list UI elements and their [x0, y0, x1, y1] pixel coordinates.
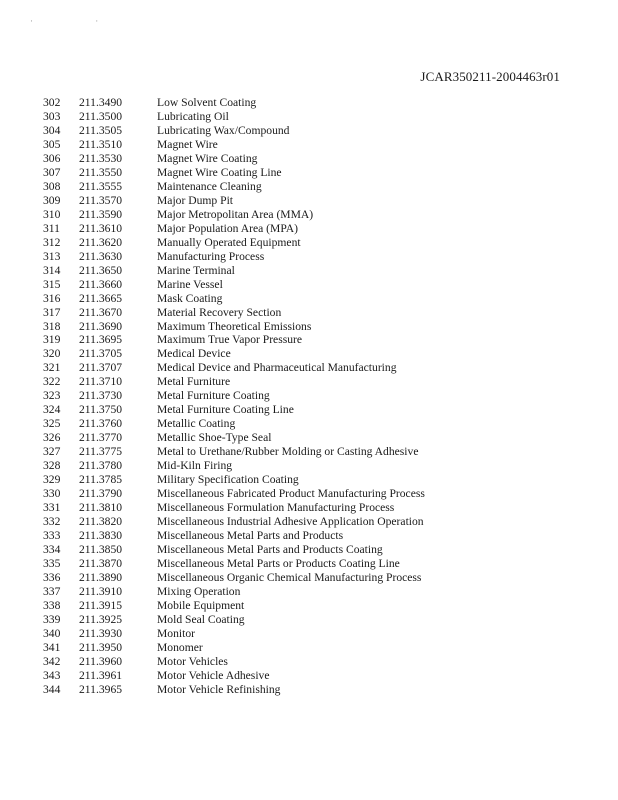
term-text: Motor Vehicles: [157, 654, 228, 668]
entry-number: 343: [43, 668, 61, 682]
list-item: [40, 306, 600, 320]
term-text: Metal to Urethane/Rubber Molding or Casting Adhesive: [157, 445, 419, 459]
section-number: 211.3620: [79, 235, 123, 249]
list-item: [40, 264, 600, 278]
list-item: [40, 96, 600, 110]
section-number: 211.3550: [79, 165, 123, 179]
section-number: 211.3510: [79, 137, 123, 151]
section-number: 211.3870: [79, 556, 123, 570]
section-number: 211.3910: [79, 584, 123, 598]
term-text: Miscellaneous Industrial Adhesive Application Operation: [157, 515, 424, 529]
term-text: Miscellaneous Formulation Manufacturing Process: [157, 501, 395, 515]
entry-number: 341: [43, 640, 61, 654]
section-number: 211.3960: [79, 654, 123, 668]
section-number: 211.3555: [79, 179, 123, 193]
entry-number: 335: [43, 556, 61, 570]
entry-number: 318: [43, 319, 61, 333]
term-text: Mask Coating: [157, 291, 223, 305]
list-item: [40, 347, 600, 361]
entry-number: 311: [43, 221, 60, 235]
entry-number: 339: [43, 612, 61, 626]
list-item: [40, 278, 600, 292]
term-text: Manufacturing Process: [157, 249, 265, 263]
entry-number: 344: [43, 682, 61, 696]
list-item: [40, 110, 600, 124]
term-text: Major Metropolitan Area (MMA): [157, 207, 314, 221]
entry-number: 331: [43, 501, 61, 515]
entry-number: 324: [43, 403, 61, 417]
section-number: 211.3890: [79, 570, 123, 584]
term-text: Metallic Shoe-Type Seal: [157, 431, 272, 445]
term-text: Maximum Theoretical Emissions: [157, 319, 312, 333]
section-number: 211.3505: [79, 123, 123, 137]
entry-number: 319: [43, 333, 61, 347]
section-number: 211.3830: [79, 529, 123, 543]
term-text: Low Solvent Coating: [157, 96, 257, 109]
list-item: [40, 515, 600, 529]
list-item: [40, 180, 600, 194]
entry-number: 317: [43, 305, 61, 319]
list-item: [40, 417, 600, 431]
term-text: Magnet Wire Coating: [157, 151, 258, 165]
section-number: 211.3665: [79, 291, 123, 305]
section-number: 211.3785: [79, 473, 123, 487]
section-number: 211.3630: [79, 249, 123, 263]
list-item: [40, 431, 600, 445]
list-item: [40, 292, 600, 306]
entry-number: 326: [43, 431, 61, 445]
list-item: [40, 236, 600, 250]
list-item: [40, 613, 600, 627]
list-item: [40, 557, 600, 571]
term-text: Manually Operated Equipment: [157, 235, 301, 249]
term-text: Miscellaneous Metal Parts and Products Coating: [157, 543, 383, 556]
section-number: 211.3710: [79, 375, 123, 389]
list-item: [40, 473, 600, 487]
section-number: 211.3850: [79, 543, 123, 556]
entry-number: 337: [43, 584, 61, 598]
entry-number: 312: [43, 235, 61, 249]
section-number: 211.3965: [79, 682, 123, 696]
entry-number: 308: [43, 179, 61, 193]
section-number: 211.3961: [79, 668, 123, 682]
entry-number: 333: [43, 529, 61, 543]
section-number: 211.3915: [79, 598, 123, 612]
section-number: 211.3925: [79, 612, 123, 626]
section-number: 211.3500: [79, 109, 123, 123]
entry-number: 330: [43, 487, 61, 501]
entry-number: 328: [43, 459, 61, 473]
term-text: Monomer: [157, 640, 203, 654]
entry-number: 336: [43, 570, 61, 584]
term-text: Maximum True Vapor Pressure: [157, 333, 303, 347]
list-item: [40, 655, 600, 669]
list-item: [40, 529, 600, 543]
entry-number: 334: [43, 543, 61, 556]
term-text: Marine Vessel: [157, 277, 223, 291]
term-text: Lubricating Wax/Compound: [157, 123, 290, 137]
list-item: [40, 403, 600, 417]
section-number: 211.3750: [79, 403, 123, 417]
term-text: Medical Device and Pharmaceutical Manufacturing: [157, 361, 397, 375]
list-item: [40, 250, 600, 264]
entry-number: 315: [43, 277, 61, 291]
section-number: 211.3810: [79, 501, 123, 515]
entry-number: 313: [43, 249, 61, 263]
section-number: 211.3730: [79, 389, 123, 403]
document-id: JCAR350211-2004463r01: [420, 69, 560, 84]
entry-number: 327: [43, 445, 61, 459]
term-text: Medical Device: [157, 347, 231, 361]
section-number: 211.3950: [79, 640, 123, 654]
list-item: [40, 361, 600, 375]
entry-number: 302: [43, 96, 61, 109]
list-item: [40, 389, 600, 403]
entry-number: 332: [43, 515, 61, 529]
term-text: Magnet Wire: [157, 137, 218, 151]
list-item: [40, 320, 600, 334]
term-text: Metal Furniture: [157, 375, 231, 389]
list-item: [40, 375, 600, 389]
section-number: 211.3790: [79, 487, 123, 501]
entry-number: 304: [43, 123, 61, 137]
list-item: [40, 501, 600, 515]
list-item: [40, 333, 600, 347]
list-item: [40, 222, 600, 236]
entry-number: 323: [43, 389, 61, 403]
term-text: Magnet Wire Coating Line: [157, 165, 282, 179]
entry-number: 307: [43, 165, 61, 179]
term-text: Mixing Operation: [157, 584, 241, 598]
section-number: 211.3760: [79, 417, 123, 431]
list-item: [40, 669, 600, 683]
term-text: Metal Furniture Coating Line: [157, 403, 294, 417]
list-item: [40, 208, 600, 222]
entry-number: 321: [43, 361, 61, 375]
entry-number: 305: [43, 137, 61, 151]
term-text: Mid-Kiln Firing: [157, 459, 233, 473]
scan-specks: · ·: [30, 16, 129, 26]
list-item: [40, 166, 600, 180]
list-item: [40, 683, 600, 697]
list-item: [40, 641, 600, 655]
section-number: 211.3930: [79, 626, 123, 640]
term-text: Military Specification Coating: [157, 473, 299, 487]
list-item: [40, 487, 600, 501]
entry-number: 314: [43, 263, 61, 277]
term-text: Miscellaneous Organic Chemical Manufacturing Process: [157, 570, 422, 584]
section-number: 211.3530: [79, 151, 123, 165]
section-number: 211.3775: [79, 445, 123, 459]
section-number: 211.3780: [79, 459, 123, 473]
section-number: 211.3660: [79, 277, 123, 291]
section-number: 211.3820: [79, 515, 123, 529]
term-text: Miscellaneous Fabricated Product Manufacturing Process: [157, 487, 425, 501]
term-text: Marine Terminal: [157, 263, 235, 277]
section-number: 211.3770: [79, 431, 123, 445]
list-item: [40, 627, 600, 641]
term-text: Metal Furniture Coating: [157, 389, 270, 403]
list-item: [40, 138, 600, 152]
list-item: [40, 543, 600, 557]
list-item: [40, 152, 600, 166]
list-item: [40, 194, 600, 208]
entry-number: 316: [43, 291, 61, 305]
list-item: [40, 124, 600, 138]
term-text: Maintenance Cleaning: [157, 179, 262, 193]
entry-number: 322: [43, 375, 61, 389]
section-number: 211.3570: [79, 193, 123, 207]
term-text: Lubricating Oil: [157, 109, 229, 123]
section-number: 211.3670: [79, 305, 123, 319]
entry-number: 338: [43, 598, 61, 612]
term-text: Motor Vehicle Adhesive: [157, 668, 270, 682]
entry-number: 320: [43, 347, 61, 361]
list-item: [40, 571, 600, 585]
term-text: Miscellaneous Metal Parts and Products: [157, 529, 344, 543]
definitions-list: [40, 96, 600, 697]
entry-number: 306: [43, 151, 61, 165]
term-text: Material Recovery Section: [157, 305, 282, 319]
section-number: 211.3705: [79, 347, 123, 361]
section-number: 211.3650: [79, 263, 123, 277]
term-text: Monitor: [157, 626, 196, 640]
section-number: 211.3590: [79, 207, 123, 221]
section-number: 211.3695: [79, 333, 123, 347]
list-item: [40, 599, 600, 613]
list-item: [40, 585, 600, 599]
section-number: 211.3690: [79, 319, 123, 333]
term-text: Major Population Area (MPA): [157, 221, 298, 235]
term-text: Major Dump Pit: [157, 193, 234, 207]
term-text: Mobile Equipment: [157, 598, 245, 612]
list-item: [40, 459, 600, 473]
entry-number: 303: [43, 109, 61, 123]
entry-number: 329: [43, 473, 61, 487]
entry-number: 342: [43, 654, 61, 668]
term-text: Miscellaneous Metal Parts or Products Coating Line: [157, 556, 400, 570]
term-text: Mold Seal Coating: [157, 612, 245, 626]
section-number: 211.3490: [79, 96, 123, 109]
entry-number: 309: [43, 193, 61, 207]
term-text: Motor Vehicle Refinishing: [157, 682, 281, 696]
entry-number: 340: [43, 626, 61, 640]
section-number: 211.3707: [79, 361, 123, 375]
section-number: 211.3610: [79, 221, 123, 235]
entry-number: 310: [43, 207, 61, 221]
term-text: Metallic Coating: [157, 417, 236, 431]
list-item: [40, 445, 600, 459]
entry-number: 325: [43, 417, 61, 431]
